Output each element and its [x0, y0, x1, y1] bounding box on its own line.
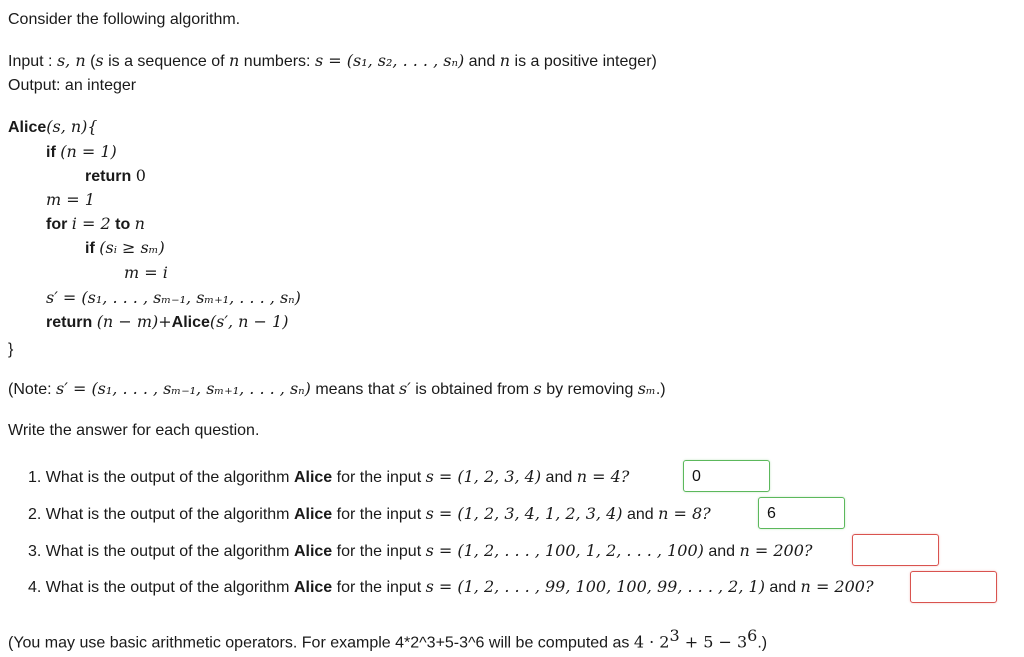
- footer-hint: [8, 626, 767, 653]
- question-text: What is the output of the algorithm: [45, 543, 294, 560]
- code-line-9: [46, 312, 288, 333]
- code-line-7: [124, 263, 168, 284]
- note-math: s′ = (s₁, . . . , sₘ₋₁, sₘ₊₁, . . . , sₙ): [56, 379, 311, 398]
- question-sequence: s = (1, 2, . . . , 100, 1, 2, . . . , 100): [425, 541, 704, 560]
- return-value: 0: [135, 166, 146, 185]
- input-vars: s, n: [56, 51, 86, 70]
- question-text: for the input: [332, 469, 426, 486]
- keyword-return: return: [85, 168, 132, 185]
- question-text: for the input: [332, 579, 426, 596]
- note-part: .): [655, 381, 666, 398]
- question-text: and: [541, 469, 577, 486]
- question-text: What is the output of the algorithm: [45, 469, 294, 486]
- input-desc-part: (: [90, 53, 96, 70]
- question-number: 4.: [28, 579, 42, 596]
- note-math: s′: [398, 379, 411, 398]
- question-n: n = 200?: [739, 541, 813, 560]
- answer-field-4[interactable]: [910, 571, 997, 603]
- note-math: s: [533, 379, 542, 398]
- question-n: n = 4?: [576, 467, 630, 486]
- recursive-args: (s′, n − 1): [209, 312, 289, 331]
- question-number: 3.: [28, 543, 42, 560]
- function-args: (s, n){: [46, 117, 98, 136]
- input-desc-n: n: [229, 51, 240, 70]
- assignment: m = 1: [46, 190, 95, 209]
- question-text: and: [764, 579, 801, 596]
- code-line-3: [85, 166, 146, 187]
- input-sequence-math: s = (s₁, s₂, . . . , sₙ): [314, 51, 465, 70]
- footer-math: + 5 − 3: [679, 632, 748, 652]
- input-desc-part: is a positive integer): [510, 53, 657, 70]
- keyword-return: return: [46, 314, 93, 331]
- answer-field-1[interactable]: 0: [683, 460, 770, 492]
- question-text: for the input: [332, 506, 426, 523]
- question-number: 2.: [28, 506, 42, 523]
- question-n: n = 200?: [800, 577, 874, 596]
- answer-field-3[interactable]: [852, 534, 939, 566]
- loop-bound: n: [134, 214, 145, 233]
- question-number: 1.: [28, 469, 42, 486]
- code-line-6: [85, 238, 165, 259]
- question-2: [28, 504, 711, 525]
- input-desc-part: and: [464, 53, 500, 70]
- note-text: [8, 379, 666, 400]
- question-text: and: [622, 506, 659, 523]
- input-label: Input :: [8, 53, 53, 70]
- condition: (n = 1): [60, 142, 117, 161]
- code-close-brace: }: [8, 341, 14, 358]
- keyword-to: to: [115, 216, 131, 233]
- input-description: [8, 51, 657, 72]
- recursive-call: Alice: [171, 314, 210, 331]
- keyword-for: for: [46, 216, 68, 233]
- note-part: is obtained from: [410, 381, 534, 398]
- code-line-5: [46, 214, 145, 235]
- return-expression: (n − m)+: [96, 312, 172, 331]
- output-description: Output: an integer: [8, 77, 137, 94]
- question-4: [28, 577, 874, 598]
- input-desc-part: is a sequence of: [103, 53, 230, 70]
- input-desc-part: numbers:: [239, 53, 315, 70]
- code-line-4: [46, 190, 95, 211]
- footer-exponent: 3: [669, 626, 680, 645]
- function-name: Alice: [8, 119, 47, 136]
- note-part: by removing: [541, 381, 638, 398]
- question-1: [28, 467, 629, 488]
- question-alg-name: Alice: [293, 543, 333, 560]
- note-math: sₘ: [637, 379, 656, 398]
- question-sequence: s = (1, 2, 3, 4): [425, 467, 542, 486]
- footer-math: 4 · 2: [633, 632, 670, 652]
- code-line-1: [8, 117, 98, 138]
- note-part: (Note:: [8, 381, 57, 398]
- input-desc-s: s: [95, 51, 104, 70]
- assignment: m = i: [124, 263, 168, 282]
- loop-init: i = 2: [71, 214, 111, 233]
- footer-text: .): [757, 634, 768, 652]
- intro-text: Consider the following algorithm.: [8, 11, 241, 28]
- question-text: What is the output of the algorithm: [45, 506, 294, 523]
- code-line-8: [46, 288, 301, 309]
- footer-text: (You may use basic arithmetic operators. For example 4*2^3+5-3^6 will be computed as: [8, 634, 634, 652]
- keyword-if: if: [85, 240, 95, 257]
- question-alg-name: Alice: [293, 469, 333, 486]
- condition: (sᵢ ≥ sₘ): [99, 238, 165, 257]
- answer-field-2[interactable]: 6: [758, 497, 845, 529]
- keyword-if: if: [46, 144, 56, 161]
- sequence-definition: s′ = (s₁, . . . , sₘ₋₁, sₘ₊₁, . . . , sₙ): [46, 288, 301, 307]
- instruction-text: Write the answer for each question.: [8, 422, 260, 439]
- question-3: [28, 541, 812, 562]
- question-alg-name: Alice: [293, 506, 333, 523]
- footer-exponent: 6: [747, 626, 758, 645]
- note-part: means that: [310, 381, 399, 398]
- question-alg-name: Alice: [293, 579, 333, 596]
- question-n: n = 8?: [658, 504, 711, 523]
- question-text: for the input: [332, 543, 426, 560]
- question-text: What is the output of the algorithm: [45, 579, 294, 596]
- question-sequence: s = (1, 2, . . . , 99, 100, 100, 99, . . . , 2, 1): [425, 577, 765, 596]
- question-sequence: s = (1, 2, 3, 4, 1, 2, 3, 4): [425, 504, 623, 523]
- input-desc-n: n: [499, 51, 511, 70]
- code-line-2: [46, 142, 117, 163]
- question-text: and: [703, 543, 740, 560]
